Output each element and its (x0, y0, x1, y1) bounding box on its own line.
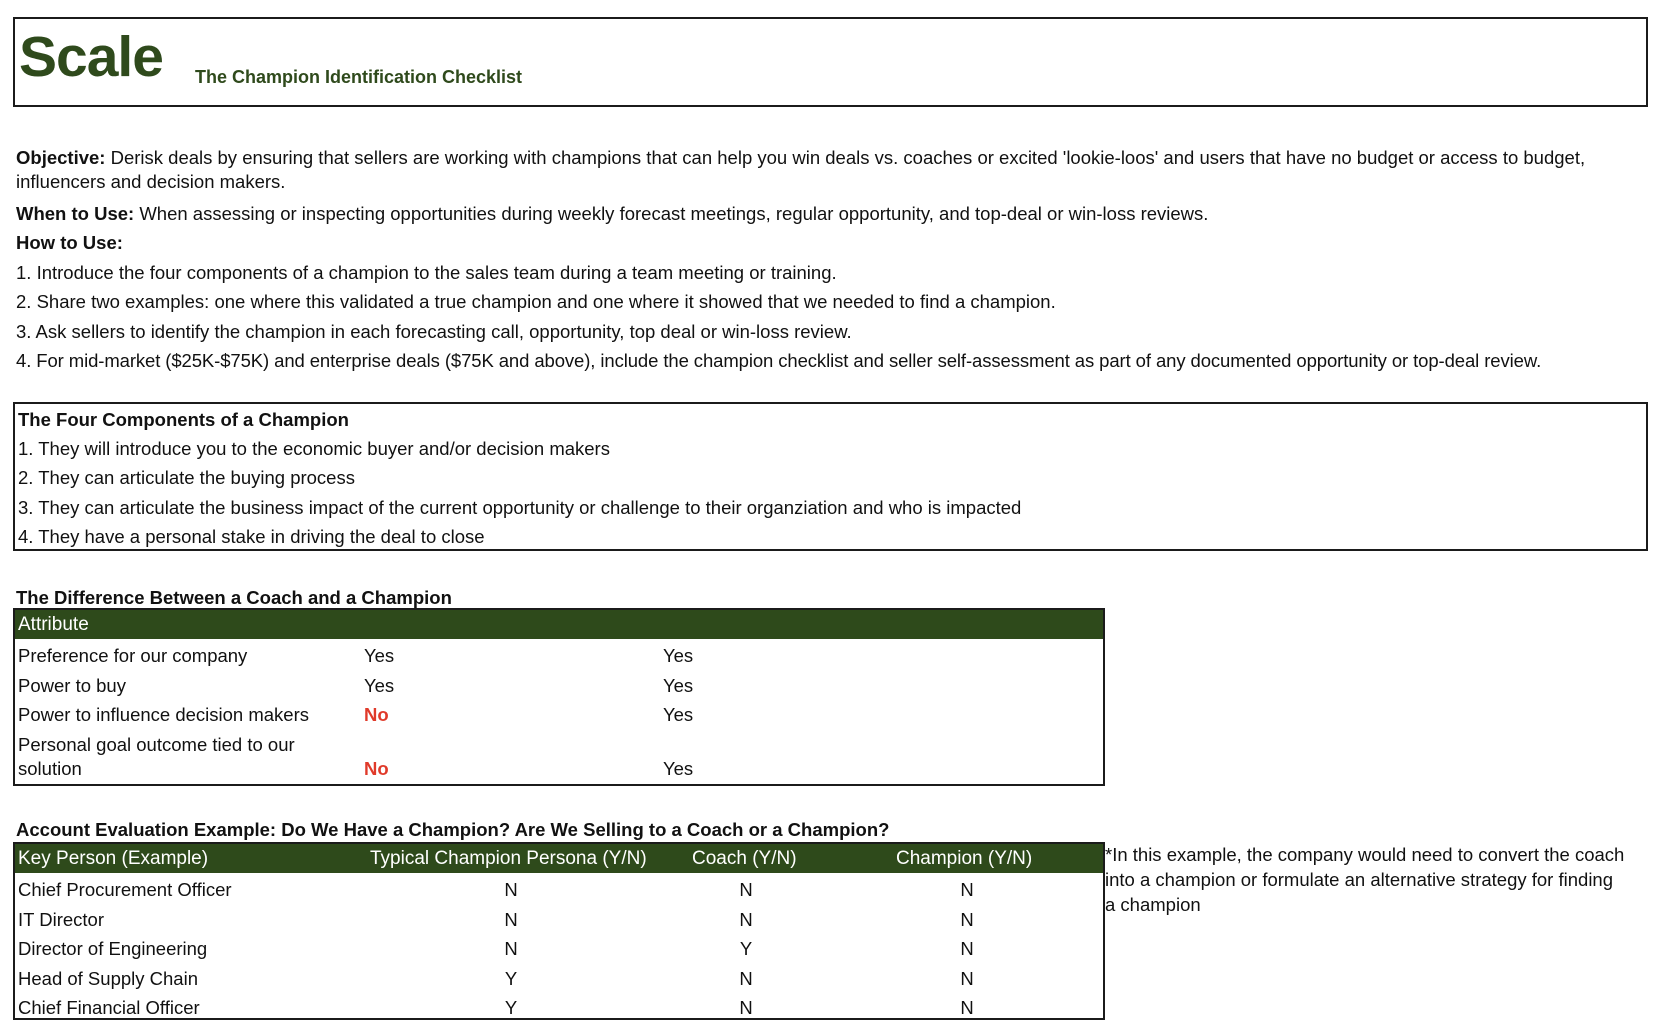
evaluation-table (13, 842, 1105, 1020)
difference-table-header (15, 610, 1103, 639)
column-header: Key Person (Example) (18, 848, 209, 869)
how-step-2: 2. Share two examples: one where this validated a true champion and one where it showed that we needed to find a champion. (16, 291, 1056, 312)
column-header: Typical Champion Persona (Y/N) (370, 848, 647, 869)
coach-value: Yes (364, 645, 395, 666)
components-box (13, 402, 1648, 551)
when-label: When to Use: (16, 203, 135, 224)
attribute-cell: Personal goal outcome tied to our (18, 734, 295, 755)
component-item: 1. They will introduce you to the economic buyer and/or decision makers (18, 438, 610, 459)
evaluation-note: *In this example, the company would need to convert the coach into a champion or formulate an alternative strategy for finding a champion (1105, 844, 1625, 915)
champion-value: Yes (663, 645, 694, 666)
when-text: When assessing or inspecting opportunities during weekly forecast meetings, regular opportunity, and top-deal or win-loss reviews. (139, 203, 1209, 224)
when-to-use-paragraph (16, 202, 1208, 226)
page-title: The Champion Identification Checklist (195, 67, 523, 87)
champion-value: Yes (663, 758, 694, 779)
coach-value-no: No (364, 758, 389, 779)
champion-value: N (960, 938, 974, 959)
attribute-cell: solution (18, 758, 82, 779)
persona-value: Y (504, 997, 518, 1018)
person-cell: Chief Procurement Officer (18, 879, 232, 900)
champion-value: N (960, 968, 974, 989)
champion-value: N (960, 879, 974, 900)
component-item: 4. They have a personal stake in driving the deal to close (18, 526, 485, 547)
champion-value: Yes (663, 675, 694, 696)
objective-text: Derisk deals by ensuring that sellers are working with champions that can help you win deals vs. coaches or excited 'lookie-loos' and users that have no budget or access to budget, influencers and decision makers. (16, 147, 1586, 192)
attribute-cell: Power to buy (18, 675, 126, 696)
how-step-3: 3. Ask sellers to identify the champion in each forecasting call, opportunity, top deal or win-loss review. (16, 321, 852, 342)
evaluation-table-header (15, 844, 1103, 873)
champion-value: Yes (663, 704, 694, 725)
champion-value: N (960, 909, 974, 930)
persona-value: Y (504, 968, 518, 989)
column-header: Coach (Y/N) (692, 848, 797, 869)
attribute-header: Attribute (18, 614, 89, 635)
components-title: The Four Components of a Champion (18, 409, 349, 430)
evaluation-title: Account Evaluation Example: Do We Have a Champion? Are We Selling to a Coach or a Champion? (16, 819, 890, 840)
coach-value: Y (739, 938, 753, 959)
attribute-cell: Power to influence decision makers (18, 704, 310, 725)
coach-value: N (739, 879, 753, 900)
coach-value: N (739, 968, 753, 989)
header-box (13, 17, 1648, 107)
person-cell: IT Director (18, 909, 105, 930)
component-item: 3. They can articulate the business impact of the current opportunity or challenge to their organziation and who is impacted (18, 497, 1022, 518)
coach-value: Yes (364, 675, 395, 696)
person-cell: Director of Engineering (18, 938, 208, 959)
persona-value: N (504, 909, 518, 930)
objective-paragraph (16, 146, 1641, 194)
objective-label: Objective: (16, 147, 106, 168)
coach-value: N (739, 997, 753, 1018)
coach-value-no: No (364, 704, 389, 725)
persona-value: N (504, 938, 518, 959)
person-cell: Head of Supply Chain (18, 968, 198, 989)
difference-title: The Difference Between a Coach and a Champion (16, 587, 452, 608)
persona-value: N (504, 879, 518, 900)
difference-table (13, 608, 1105, 786)
person-cell: Chief Financial Officer (18, 997, 200, 1018)
attribute-cell: Preference for our company (18, 645, 248, 666)
column-header: Champion (Y/N) (896, 848, 1033, 869)
champion-value: N (960, 997, 974, 1018)
brand-logo: Scale (19, 25, 163, 89)
how-step-4: 4. For mid-market ($25K-$75K) and enterprise deals ($75K and above), include the champion checklist and seller self-assessment as part of any documented opportunity or top-deal review. (16, 350, 1542, 371)
component-item: 2. They can articulate the buying process (18, 467, 355, 488)
coach-value: N (739, 909, 753, 930)
how-step-1: 1. Introduce the four components of a champion to the sales team during a team meeting or training. (16, 262, 837, 283)
how-to-use-label: How to Use: (16, 232, 123, 253)
